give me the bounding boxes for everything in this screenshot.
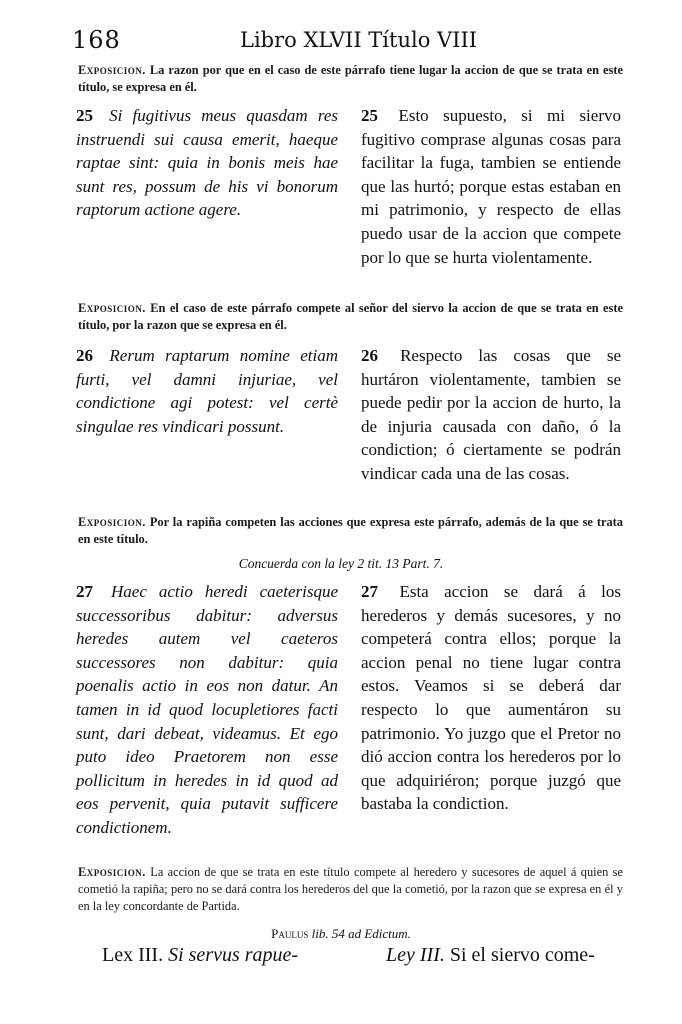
spanish-paragraph [361, 344, 621, 486]
exposition-text: La accion de que se trata en este título compete al heredero y sucesores de aquel á quien se cometió la rapiña; pero no se dará contra los herederos del que la cometió, por la razon que se expresa en él y en la ley concordante de Partida. [78, 865, 623, 913]
next-latin-law [102, 944, 298, 967]
paragraph-number: 25 [76, 106, 93, 125]
source-author: Paulus [271, 926, 309, 941]
exposition-text: La razon por que en el caso de este párrafo tiene lugar la accion de que se trata en este título, se expresa en él. [78, 63, 623, 94]
spanish-text: Esta accion se dará á los herederos y demás sucesores, y no competerá contra ellos; porque la accion penal no tiene lugar contra estos. Veamos si se deberá dar respecto lo que aumentáron su patrimonio. Yo juzgo que el Pretor no dió accion contra los herederos por lo que adquiriéron; porque juzgó que bastaba la condiction. [361, 582, 621, 814]
spanish-text: Esto supuesto, si mi siervo fugitivo comprase algunas cosas para facilitar la fuga, tambien se entiende que las hurtó; porque estas estaban en mi patrimonio, y respecto de ellas puedo usar de la accion que compete por lo que se hurta violentamente. [361, 106, 621, 267]
spanish-paragraph [361, 104, 621, 269]
paragraph-number: 26 [361, 346, 378, 365]
ley-label: Ley III. [386, 944, 445, 966]
page-number: 168 [72, 26, 121, 54]
latin-paragraph [76, 104, 338, 222]
exposition-paragraph [78, 864, 623, 915]
latin-text: Rerum raptarum nomine etiam furti, vel damni injuriae, vel condictione agi potest: vel certè singulae res vindicari possunt. [76, 346, 338, 436]
exposition-paragraph [78, 514, 623, 548]
paragraph-number: 25 [361, 106, 378, 125]
page-header [72, 26, 610, 58]
concordance-note: Concuerda con la ley 2 tit. 13 Part. 7. [238, 556, 444, 571]
running-head: Libro XLVII Título VIII [240, 28, 478, 52]
source-reference: lib. 54 ad Edictum. [311, 926, 411, 941]
paragraph-number: 27 [361, 582, 378, 601]
paragraph-number: 27 [76, 582, 93, 601]
latin-text: Si fugitivus meus quasdam res instruendi sui causa emerit, haeque raptae sint: quia in bonis meis hae sunt res, possum de his vi bonorum raptorum actione agere. [76, 106, 338, 220]
exposition-text: Por la rapiña competen las acciones que expresa este párrafo, además de la que se trata en este título. [78, 515, 623, 546]
exposition-text: En el caso de este párrafo compete al señor del siervo la accion de que se trata en este título, por la razon que se expresa en él. [78, 301, 623, 332]
exposition-label: Exposicion. [78, 301, 146, 315]
lex-text: Si servus rapue- [168, 944, 299, 966]
latin-text: Haec actio heredi caeterisque successoribus dabitur: adversus heredes autem vel caeteros successores non dabitur: quia poenalis actio in eos non datur. An tamen in id quod locupletiores facti sunt, dari debeat, videamus. Et ego puto ideo Praetorem non esse pollicitum in heredes in id quod ad eos pervenit, quia putavit sufficere condictionem. [76, 582, 338, 837]
exposition-paragraph [78, 62, 623, 96]
exposition-label: Exposicion. [78, 865, 146, 879]
exposition-paragraph [78, 300, 623, 334]
spanish-paragraph [361, 580, 621, 816]
paragraph-number: 26 [76, 346, 93, 365]
exposition-label: Exposicion. [78, 515, 146, 529]
next-spanish-law [386, 944, 595, 967]
spanish-text: Respecto las cosas que se hurtáron violentamente, tambien se puede pedir por la accion de hurto, la de injuria causada con daño, ó la condiction; ó ciertamente se podrán vindicar cada una de las cosas. [361, 346, 622, 483]
lex-label: Lex III. [102, 944, 164, 966]
latin-paragraph [76, 580, 338, 840]
source-citation [0, 926, 682, 942]
exposition-label: Exposicion. [78, 63, 146, 77]
ley-text: Si el siervo come- [449, 944, 595, 966]
latin-paragraph [76, 344, 338, 438]
